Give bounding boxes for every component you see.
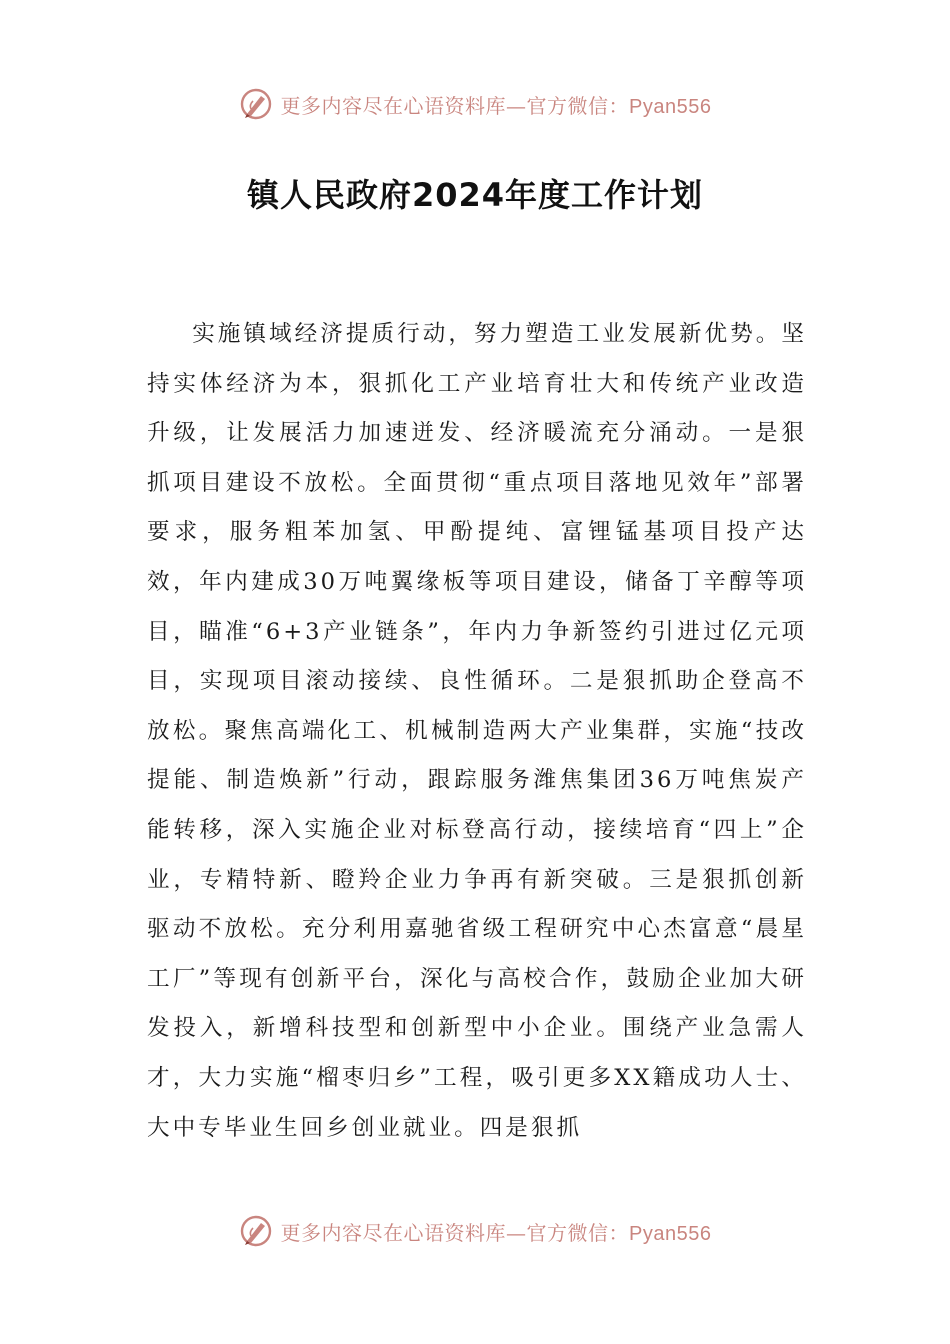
watermark-wechat-id: Pyan556 [629, 1222, 712, 1245]
document-title: 镇人民政府2024年度工作计划 [246, 176, 704, 214]
watermark-text [281, 1217, 712, 1246]
watermark-header [0, 84, 950, 124]
body-paragraph: 实施镇域经济提质行动，努力塑造工业发展新优势。坚持实体经济为本，狠抓化工产业培育壮大和传统产业改造升级，让发展活力加速迸发、经济暖流充分涌动。一是狠抓项目建设不放松。全面贯彻“重点项目落地见效年”部署要求，服务粗苯加氢、甲酚提纯、富锂锰基项目投产达效，年内建成30万吨翼缘板等项目建设，储备丁辛醇等项目，瞄准“6+3产业链条”，年内力争新签约引进过亿元项目，实现项目滚动接续、良性循环。二是狠抓助企登高不放松。聚焦高端化工、机械制造两大产业集群，实施“技改提能、制造焕新”行动，跟踪服务潍焦集团36万吨焦炭产能转移，深入实施企业对标登高行动，接续培育“四上”企业，专精特新、瞪羚企业力争再有新突破。三是狠抓创新驱动不放松。充分利用嘉驰省级工程研究中心杰富意“晨星工厂”等现有创新平台，深化与高校合作，鼓励企业加大研发投入，新增科技型和创新型中小企业。围绕产业急需人才，大力实施“榴枣归乡”工程，吸引更多XX籍成功人士、大中专毕业生回乡创业就业。四是狠抓 [147, 321, 807, 1141]
watermark-label: 更多内容尽在心语资料库—官方微信： [280, 93, 630, 118]
watermark-label: 更多内容尽在心语资料库—官方微信： [280, 1220, 630, 1245]
pen-logo-icon [239, 87, 273, 121]
pen-logo-icon [239, 1214, 273, 1248]
watermark-text [281, 90, 712, 119]
watermark-footer [0, 1211, 950, 1251]
watermark-wechat-id: Pyan556 [629, 95, 712, 118]
